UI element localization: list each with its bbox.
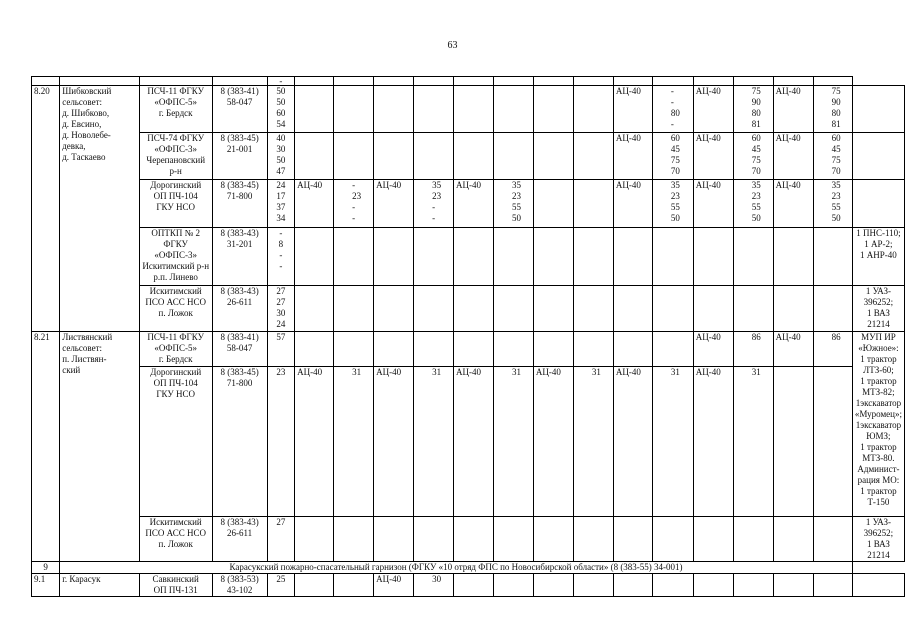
vehicle-cell [773,517,813,562]
vehicle-cell [295,517,334,562]
vehicle-cell [693,574,733,597]
vehicle-cell [773,286,813,332]
vehicle-cell: АЦ-40 [693,332,733,367]
value-cell [414,133,454,180]
vehicle-cell [374,517,414,562]
unit-cell: Дорогинский ОП ПЧ-104 ГКУ НСО [139,180,212,228]
time-cell: 27 [267,517,295,562]
unit-cell: ОПТКП № 2 ФГКУ «ОФПС-3» Искитимский р-н р.п. Линево [139,228,212,286]
value-cell [733,286,773,332]
value-cell [813,228,852,286]
extra-resources-cell [852,86,904,133]
value-cell [652,574,693,597]
phone-cell: 8 (383-43) 31-201 [212,228,267,286]
time-cell: 27 27 30 24 [267,286,295,332]
value-cell [652,332,693,367]
unit-cell: Савкинский ОП ПЧ-131 [139,574,212,597]
vehicle-cell: АЦ-40 [693,133,733,180]
row-number: 8.21 [32,332,60,562]
vehicle-cell: АЦ-40 [773,180,813,228]
value-cell [652,286,693,332]
table-row [32,286,905,332]
vehicle-cell: АЦ-40 [613,86,652,133]
vehicle-cell [533,574,573,597]
value-cell [334,517,374,562]
value-cell [414,332,454,367]
section-title: Карасукский пожарно-спасательный гарнизон (ФГКУ «10 отряд ФПС по Новосибирской области» (8 (383-55) 34-001) [60,562,853,574]
vehicle-cell [454,133,494,180]
settlement-cell: г. Карасук [60,574,139,597]
vehicle-cell [374,332,414,367]
vehicle-cell: АЦ-40 [374,574,414,597]
table-row [32,367,905,517]
fire-departure-table [31,76,905,597]
vehicle-cell: АЦ-40 [295,367,334,517]
value-cell [652,228,693,286]
value-cell: 31 [652,367,693,517]
value-cell [813,367,852,517]
value-cell: - - 80 - [652,86,693,133]
value-cell [573,133,613,180]
value-cell [573,517,613,562]
value-cell [573,574,613,597]
unit-cell: Искитимский ПСО АСС НСО п. Ложок [139,517,212,562]
value-cell: 31 [414,367,454,517]
vehicle-cell [533,286,573,332]
value-cell [733,517,773,562]
unit-cell: Дорогинский ОП ПЧ-104 ГКУ НСО [139,367,212,517]
vehicle-cell: АЦ-40 [533,367,573,517]
table-row [32,86,905,133]
vehicle-cell: АЦ-40 [454,367,494,517]
extra-resources-cell: 1 ПНС-110; 1 АР-2; 1 АНР-40 [852,228,904,286]
vehicle-cell: АЦ-40 [454,180,494,228]
table-row [32,133,905,180]
row-number: 8.20 [32,86,60,332]
vehicle-cell [295,86,334,133]
value-cell: 60 45 75 70 [733,133,773,180]
value-cell: 60 45 75 70 [652,133,693,180]
vehicle-cell [613,574,652,597]
value-cell [493,86,533,133]
phone-cell: 8 (383-45) 71-800 [212,180,267,228]
section-number: 9 [32,562,60,574]
vehicle-cell [295,286,334,332]
vehicle-cell [613,332,652,367]
vehicle-cell [773,574,813,597]
value-cell [334,332,374,367]
table-row [32,228,905,286]
value-cell [334,228,374,286]
value-cell [573,86,613,133]
vehicle-cell [533,228,573,286]
vehicle-cell [693,286,733,332]
time-cell: 57 [267,332,295,367]
extra-resources-cell: 1 УАЗ- 396252; 1 ВАЗ 21214 [852,286,904,332]
value-cell [493,332,533,367]
table-row [32,180,905,228]
time-cell: - 8 - - [267,228,295,286]
vehicle-cell [454,286,494,332]
value-cell [652,517,693,562]
value-cell: 35 23 55 50 [813,180,852,228]
value-cell: 35 23 - - [414,180,454,228]
value-cell [493,286,533,332]
vehicle-cell: АЦ-40 [295,180,334,228]
extra-resources-cell [852,180,904,228]
value-cell: 31 [334,367,374,517]
value-cell [334,86,374,133]
value-cell [414,228,454,286]
value-cell: 86 [733,332,773,367]
vehicle-cell [613,286,652,332]
value-cell: - 23 - - [334,180,374,228]
value-cell [334,574,374,597]
vehicle-cell [454,574,494,597]
vehicle-cell: АЦ-40 [773,133,813,180]
vehicle-cell [374,228,414,286]
value-cell [573,332,613,367]
vehicle-cell [533,332,573,367]
value-cell: 75 90 80 81 [733,86,773,133]
phone-cell: 8 (383-53) 43-102 [212,574,267,597]
vehicle-cell: АЦ-40 [613,367,652,517]
vehicle-cell [533,180,573,228]
vehicle-cell [454,332,494,367]
value-cell [733,574,773,597]
phone-cell: 8 (383-41) 58-047 [212,86,267,133]
value-cell [493,133,533,180]
unit-cell: ПСЧ-11 ФГКУ «ОФПС-5» г. Бердск [139,332,212,367]
vehicle-cell [693,228,733,286]
vehicle-cell: АЦ-40 [693,367,733,517]
vehicle-cell [533,86,573,133]
vehicle-cell: АЦ-40 [374,180,414,228]
vehicle-cell [613,228,652,286]
table-row [32,517,905,562]
value-cell [334,133,374,180]
vehicle-cell [454,517,494,562]
vehicle-cell [374,86,414,133]
settlement-cell: Шибковский сельсовет: д. Шибково, д. Евсино, д. Новолебе- девка, д. Таскаево [60,86,139,332]
value-cell: 31 [733,367,773,517]
vehicle-cell [454,86,494,133]
value-cell: 86 [813,332,852,367]
value-cell [573,228,613,286]
value-cell: 35 23 55 50 [733,180,773,228]
vehicle-cell [613,517,652,562]
page-number: 63 [447,40,458,51]
vehicle-cell [533,517,573,562]
vehicle-cell [533,133,573,180]
vehicle-cell [295,332,334,367]
value-cell [493,228,533,286]
table-row [32,574,905,597]
value-cell [813,286,852,332]
value-cell [414,86,454,133]
value-cell [813,517,852,562]
vehicle-cell [454,228,494,286]
row-number: 9.1 [32,574,60,597]
unit-cell: Искитимский ПСО АСС НСО п. Ложок [139,286,212,332]
vehicle-cell: АЦ-40 [693,180,733,228]
vehicle-cell [295,574,334,597]
value-cell: 30 [414,574,454,597]
section-row [32,562,905,574]
value-cell [493,517,533,562]
value-cell [813,574,852,597]
value-cell [733,228,773,286]
phone-cell: 8 (383-43) 26-611 [212,517,267,562]
time-cell: 50 50 60 54 [267,86,295,133]
vehicle-cell: АЦ-40 [613,133,652,180]
time-cell: 23 [267,367,295,517]
vehicle-cell: АЦ-40 [613,180,652,228]
vehicle-cell [374,286,414,332]
value-cell: 31 [573,367,613,517]
extra-resources-cell [852,574,904,597]
extra-resources-cell: 1 УАЗ- 396252; 1 ВАЗ 21214 [852,517,904,562]
unit-cell: ПСЧ-11 ФГКУ «ОФПС-5» г. Бердск [139,86,212,133]
vehicle-cell [773,228,813,286]
extra-resources-cell [852,133,904,180]
vehicle-cell [295,228,334,286]
value-cell [573,180,613,228]
phone-cell: 8 (383-45) 71-800 [212,367,267,517]
time-cell: 24 17 37 34 [267,180,295,228]
value-cell: 31 [493,367,533,517]
table-body [32,77,905,597]
unit-cell: ПСЧ-74 ФГКУ «ОФПС-3» Черепановский р-н [139,133,212,180]
value-cell [573,286,613,332]
vehicle-cell [374,133,414,180]
vehicle-cell [295,133,334,180]
table-row [32,332,905,367]
vehicle-cell [773,367,813,517]
value-cell [493,574,533,597]
value-cell [334,286,374,332]
phone-cell: 8 (383-41) 58-047 [212,332,267,367]
extra-resources-cell: МУП ИР «Южное»: 1 трактор ЛТЗ-60; 1 трактор МТЗ-82; 1экскаватор «Муромец»; 1экскаватор ЮМЗ; 1 трактор МТЗ-80. Админист- рация МО: 1 трактор Т-150 [852,332,904,517]
stub-cell: - [267,77,295,86]
vehicle-cell: АЦ-40 [773,86,813,133]
vehicle-cell: АЦ-40 [773,332,813,367]
value-cell: 60 45 75 70 [813,133,852,180]
time-cell: 25 [267,574,295,597]
vehicle-cell: АЦ-40 [693,86,733,133]
value-cell: 35 23 55 50 [652,180,693,228]
vehicle-cell [693,517,733,562]
value-cell [414,286,454,332]
value-cell [414,517,454,562]
value-cell: 75 90 80 81 [813,86,852,133]
settlement-cell: Листвянский сельсовет: п. Листвян- ский [60,332,139,562]
table-row-top-stub [32,77,905,86]
phone-cell: 8 (383-45) 21-001 [212,133,267,180]
vehicle-cell: АЦ-40 [374,367,414,517]
time-cell: 40 30 50 47 [267,133,295,180]
value-cell: 35 23 55 50 [493,180,533,228]
phone-cell: 8 (383-43) 26-611 [212,286,267,332]
